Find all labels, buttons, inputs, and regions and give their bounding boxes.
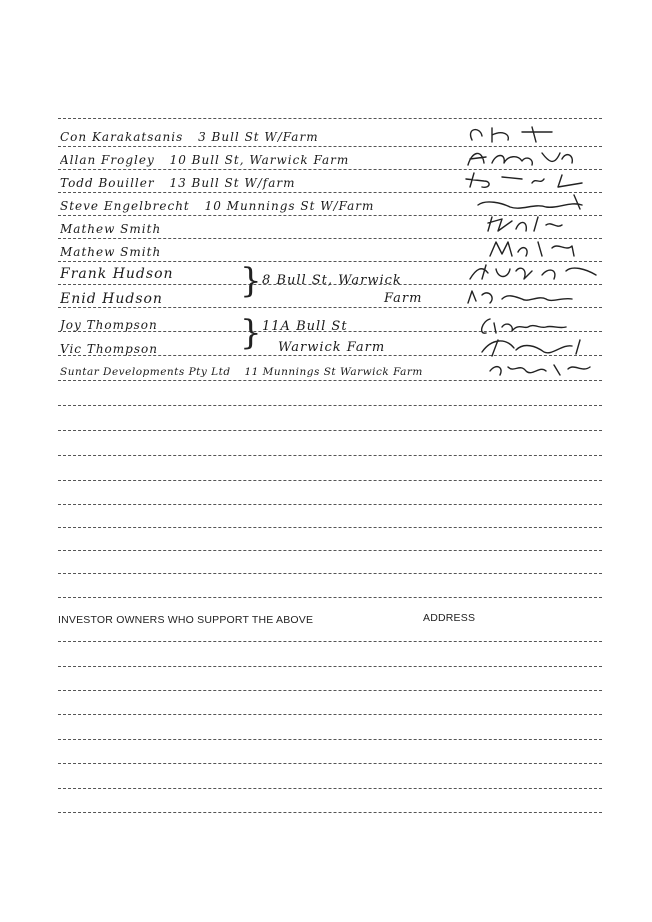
signature [462, 124, 602, 146]
signature [462, 315, 602, 337]
ruled-line [58, 573, 602, 574]
resident-address: 10 Bull St, Warwick Farm [169, 153, 350, 167]
resident-entry [60, 315, 240, 335]
ruled-line [58, 480, 602, 481]
hudson-address-line1: 8 Bull St, Warwick [262, 273, 402, 288]
investor-owners-heading: INVESTOR OWNERS WHO SUPPORT THE ABOVE [58, 614, 314, 626]
ruled-line [58, 641, 602, 642]
resident-name: Mathew Smith [60, 222, 162, 236]
signature [462, 191, 602, 213]
resident-name: Allan Frogley [60, 153, 155, 167]
ruled-line [58, 405, 602, 406]
signature [462, 261, 602, 283]
resident-name: Frank Hudson [60, 266, 174, 282]
ruled-line [58, 690, 602, 691]
ruled-line [58, 597, 602, 598]
signature [462, 238, 602, 260]
resident-address: 3 Bull St W/Farm [198, 130, 319, 144]
ruled-line [58, 812, 602, 813]
signature [462, 147, 602, 169]
ruled-line [58, 527, 602, 528]
thompson-address-line2: Warwick Farm [278, 340, 386, 355]
ruled-line [58, 666, 602, 667]
resident-entry [60, 362, 460, 382]
thompson-address-line1: 11A Bull St [262, 319, 348, 334]
resident-name: Steve Engelbrecht [60, 199, 190, 213]
resident-name: Con Karakatsanis [60, 130, 184, 144]
ruled-line [58, 763, 602, 764]
resident-entry [60, 173, 460, 193]
brace-hudson: } [240, 261, 262, 301]
resident-name: Todd Bouiller [60, 176, 155, 190]
ruled-line [58, 739, 602, 740]
resident-entry [60, 242, 460, 262]
resident-entry [60, 150, 460, 170]
resident-address: 11 Munnings St Warwick Farm [244, 366, 423, 378]
resident-entry [60, 289, 240, 309]
resident-entry [60, 339, 240, 359]
ruled-line [58, 504, 602, 505]
brace-thompson: } [240, 313, 262, 353]
resident-name: Joy Thompson [60, 318, 158, 332]
ruled-line [58, 714, 602, 715]
signature [462, 213, 602, 235]
ruled-line [58, 455, 602, 456]
signature [462, 169, 602, 191]
resident-name: Vic Thompson [60, 342, 158, 356]
ruled-line [58, 118, 602, 119]
ruled-line [58, 788, 602, 789]
resident-entry [60, 196, 460, 216]
signature [462, 336, 602, 358]
ruled-line [58, 550, 602, 551]
signature [462, 357, 602, 379]
address-heading: ADDRESS [423, 612, 476, 624]
resident-entry [60, 219, 460, 239]
resident-name: Enid Hudson [60, 291, 163, 307]
resident-entry [60, 264, 240, 284]
signature [462, 285, 602, 307]
ruled-line [58, 430, 602, 431]
hudson-address-line2: Farm [384, 291, 423, 306]
resident-name: Mathew Smith [60, 245, 162, 259]
resident-address: 10 Munnings St W/Farm [204, 199, 375, 213]
resident-entry [60, 127, 460, 147]
resident-address: 13 Bull St W/farm [169, 176, 296, 190]
resident-name: Suntar Developments Pty Ltd [60, 366, 231, 378]
